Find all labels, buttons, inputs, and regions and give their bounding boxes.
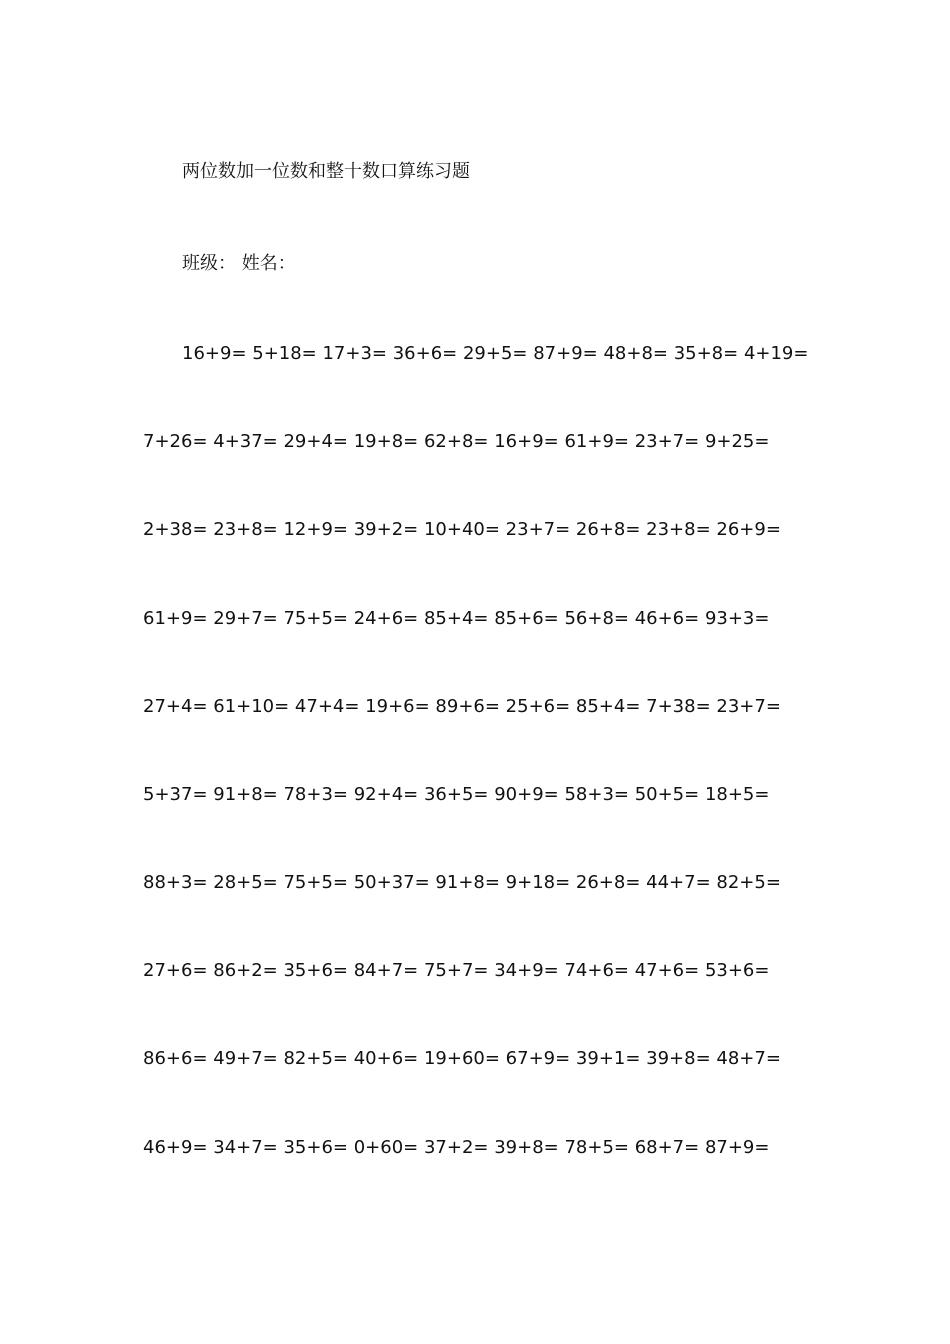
worksheet-title: 两位数加一位数和整十数口算练习题 (182, 161, 470, 182)
problem-row: 61+9= 29+7= 75+5= 24+6= 85+4= 85+6= 56+8= 46+6= 93+3= (143, 608, 770, 629)
problem-row: 88+3= 28+5= 75+5= 50+37= 91+8= 9+18= 26+8= 44+7= 82+5= (143, 872, 781, 893)
problem-row: 86+6= 49+7= 82+5= 40+6= 19+60= 67+9= 39+1= 39+8= 48+7= (143, 1048, 781, 1069)
problem-row: 27+6= 86+2= 35+6= 84+7= 75+7= 34+9= 74+6= 47+6= 53+6= (143, 960, 770, 981)
problem-row: 5+37= 91+8= 78+3= 92+4= 36+5= 90+9= 58+3= 50+5= 18+5= (143, 784, 770, 805)
problem-row: 2+38= 23+8= 12+9= 39+2= 10+40= 23+7= 26+8= 23+8= 26+9= (143, 519, 781, 540)
problem-row: 27+4= 61+10= 47+4= 19+6= 89+6= 25+6= 85+4= 7+38= 23+7= (143, 696, 781, 717)
class-name-line: 班级： 姓名： (182, 253, 296, 274)
problem-row: 16+9= 5+18= 17+3= 36+6= 29+5= 87+9= 48+8= 35+8= 4+19= (182, 343, 809, 364)
problem-row: 46+9= 34+7= 35+6= 0+60= 37+2= 39+8= 78+5= 68+7= 87+9= (143, 1137, 770, 1158)
problem-row: 7+26= 4+37= 29+4= 19+8= 62+8= 16+9= 61+9= 23+7= 9+25= (143, 431, 770, 452)
